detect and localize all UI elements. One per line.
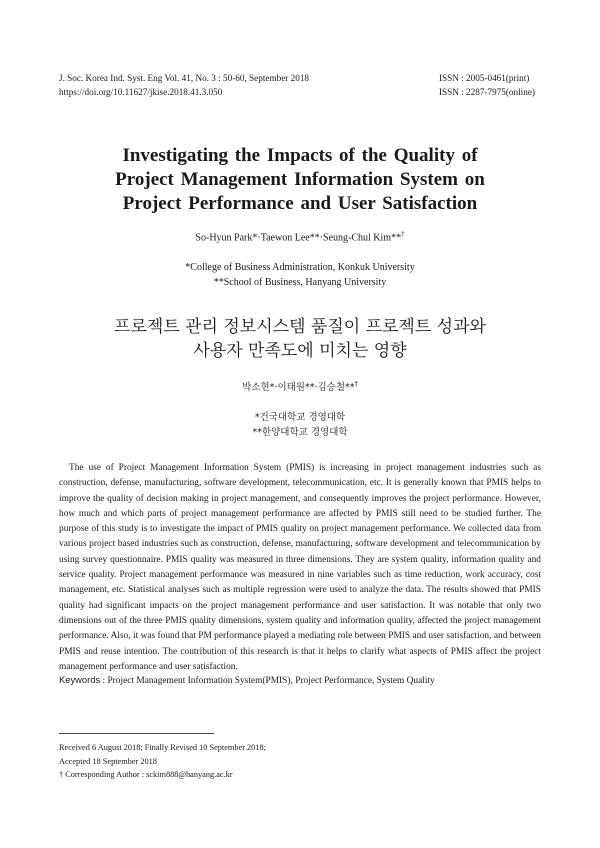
issn-online: ISSN : 2287-7975(online) [439, 87, 535, 97]
keywords-separator: : [100, 676, 108, 686]
title-ko-line: 사용자 만족도에 미치는 영향 [193, 341, 407, 361]
keywords-label: Keywords [59, 674, 101, 685]
received-date: Received 6 August 2018; Finally Revised 10 September 2018; [59, 743, 266, 752]
keywords [59, 674, 435, 686]
affiliation-en: **School of Business, Hanyang University [213, 277, 387, 288]
footnote-divider [59, 733, 214, 734]
affiliations-en [0, 260, 600, 290]
author-names-ko: 박소현*·이태원**·김승철** [242, 382, 355, 393]
corresponding-author [59, 768, 266, 782]
journal-citation: J. Soc. Korea Ind. Syst. Eng Vol. 41, No. 3 : 50-60, September 2018 [59, 73, 310, 83]
affiliation-ko: **한양대학교 경영대학 [252, 427, 348, 438]
issn-block [439, 71, 535, 99]
footnotes [59, 741, 266, 782]
affiliations-ko [0, 410, 600, 440]
paper-title-en [0, 144, 600, 216]
keywords-text: Project Management Information System(PMIS), Project Performance, System Quality [107, 676, 435, 686]
authors-ko [0, 379, 600, 393]
title-en-line: Project Performance and User Satisfaction [122, 193, 478, 214]
corresponding-author-text[interactable]: Corresponding Author : sckim888@hanyang.ac.kr [63, 770, 233, 779]
corresponding-mark: † [401, 230, 405, 238]
dagger-mark: † [59, 770, 64, 779]
title-ko-line: 프로젝트 관리 정보시스템 품질이 프로젝트 성과와 [114, 317, 486, 337]
title-en-line: Investigating the Impacts of the Quality of [122, 145, 478, 166]
affiliation-en: *College of Business Administration, Konkuk University [185, 262, 415, 273]
issn-print: ISSN : 2005-0461(print) [439, 73, 530, 83]
accepted-date: Accepted 18 September 2018 [59, 756, 157, 766]
author-names-en: So-Hyun Park*·Taewon Lee**·Seung-Chul Kim** [195, 232, 402, 244]
title-en-line: Project Management Information System on [115, 169, 485, 190]
doi-link[interactable]: https://doi.org/10.11627/jkise.2018.41.3.050 [59, 87, 223, 97]
paper-title-ko [0, 315, 600, 363]
journal-header [59, 71, 309, 99]
authors-en [0, 230, 600, 243]
affiliation-ko: *건국대학교 경영대학 [254, 412, 346, 423]
corresponding-mark: † [354, 379, 358, 388]
abstract: The use of Project Management Information System (PMIS) is increasing in project management industries such as construction, defense, manufacturing, software development, telecommunication, etc. It is generally known that PMIS helps to improve the quality of decision making in project management, and consequently improves the project performance. However, how much and which parts of project management performance are affected by PMIS still need to be studied further. The purpose of this study is to investigate the impact of PMIS quality on project management performance. We collected data from various project based industries such as construction, defense, manufacturing, software development and telecommunication by using survey questionnaire. PMIS quality was measured in three dimensions. They are system quality, information quality and service quality. Project management performance was measured in nine variables such as time reduction, work accuracy, cost management, etc. Statistical analyses such as multiple regression were used to analyze the data. The results showed that PMIS quality had significant impacts on the project management performance and user satisfaction. It was notable that only two dimensions out of the three PMIS quality dimensions, system quality and information quality, affected the project management performance. Also, it was found that PM performance played a mediating role between PMIS and user satisfaction, and between PMIS and reuse intention. The contribution of this research is that it helps to clarify what aspects of PMIS affect the project management performance and user satisfaction. [59, 463, 541, 672]
